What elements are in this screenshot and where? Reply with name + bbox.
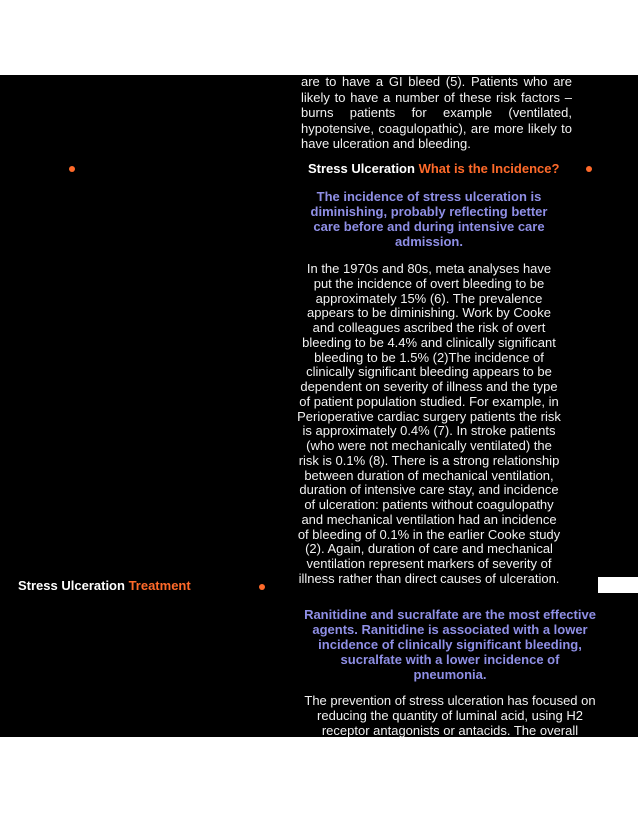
summary-line: pneumonia. (413, 667, 487, 682)
body-line: and colleagues ascribed the risk of overt (312, 320, 546, 335)
body-line: reducing the quantity of luminal acid, using H2 (317, 708, 583, 723)
incidence-heading-accent: What is the Incidence? (418, 161, 560, 176)
treatment-body (302, 693, 598, 738)
body-line: clinically significant bleeding appears to be (306, 364, 552, 380)
summary-line: The incidence of stress ulceration is (316, 189, 542, 204)
summary-line: Ranitidine and sucralfate are the most effective (304, 607, 596, 622)
body-line: put the incidence of overt bleeding to be (313, 275, 545, 291)
body-line: Perioperative cardiac surgery patients the risk (297, 408, 561, 424)
white-notch (598, 577, 638, 593)
body-line: illness rather than direct causes of ulceration. (298, 570, 560, 586)
body-line: risk is 0.1% (8). There is a strong relationship (298, 452, 560, 468)
body-line: (2). Again, duration of care and mechanical (305, 541, 553, 557)
body-line: bleeding to be 4.4% and clinically significant (302, 334, 556, 350)
intro-line: hypotensive, coagulopathic), are more likely to (301, 120, 572, 136)
body-line: and mechanical ventilation had an incidence (301, 511, 557, 527)
body-line: (who were not mechanically ventilated) the (306, 438, 552, 453)
summary-line: agents. Ranitidine is associated with a lower (312, 622, 588, 637)
incidence-heading-main: Stress Ulceration (308, 161, 415, 176)
summary-line: incidence of clinically significant bleeding, (318, 637, 582, 652)
body-line: of patient population studied. For example, in (299, 393, 559, 409)
incidence-heading (308, 161, 559, 176)
bullet-dot-left (69, 166, 75, 172)
body-line: The prevention of stress ulceration has focused on (304, 693, 596, 708)
summary-line: care before and during intensive care (313, 219, 545, 234)
body-line: between duration of mechanical ventilation, (304, 467, 554, 483)
intro-paragraph (301, 74, 572, 152)
body-line: duration of intensive care stay, and incidence (299, 482, 559, 498)
body-line: receptor antagonists or antacids. The overall (321, 723, 579, 738)
body-line: ventilation represent markers of severity of (306, 556, 552, 571)
summary-line: diminishing, probably reflecting better (310, 204, 548, 219)
intro-line: have ulceration and bleeding. (301, 136, 471, 152)
intro-line: are to have a GI bleed (5). Patients who are (301, 74, 572, 89)
body-line: of ulceration: patients without coagulopathy (304, 497, 554, 512)
body-line: dependent on severity of illness and the type (300, 379, 558, 394)
intro-line: burns patients for example (ventilated, (301, 105, 572, 121)
bullet-dot-right (586, 166, 592, 172)
body-line: approximately 15% (6). The prevalence (315, 290, 543, 306)
body-line: In the 1970s and 80s, meta analyses have (306, 261, 552, 276)
treatment-heading-accent: Treatment (128, 578, 191, 593)
body-line: is approximately 0.4% (7). In stroke patients (302, 423, 556, 439)
bullet-dot-treatment (259, 584, 265, 590)
treatment-heading-main: Stress Ulceration (18, 578, 125, 593)
summary-line: sucralfate with a lower incidence of (340, 652, 560, 667)
summary-line: admission. (395, 234, 463, 249)
body-line: bleeding to be 1.5% (2)The incidence of (314, 349, 544, 365)
intro-line: likely to have a number of these risk factors – (301, 89, 572, 105)
incidence-summary (298, 189, 560, 249)
incidence-body (296, 262, 562, 587)
body-line: appears to be diminishing. Work by Cooke (307, 305, 551, 321)
body-line: of bleeding of 0.1% in the earlier Cooke study (297, 526, 561, 542)
treatment-summary (302, 607, 598, 682)
treatment-heading (18, 578, 191, 593)
